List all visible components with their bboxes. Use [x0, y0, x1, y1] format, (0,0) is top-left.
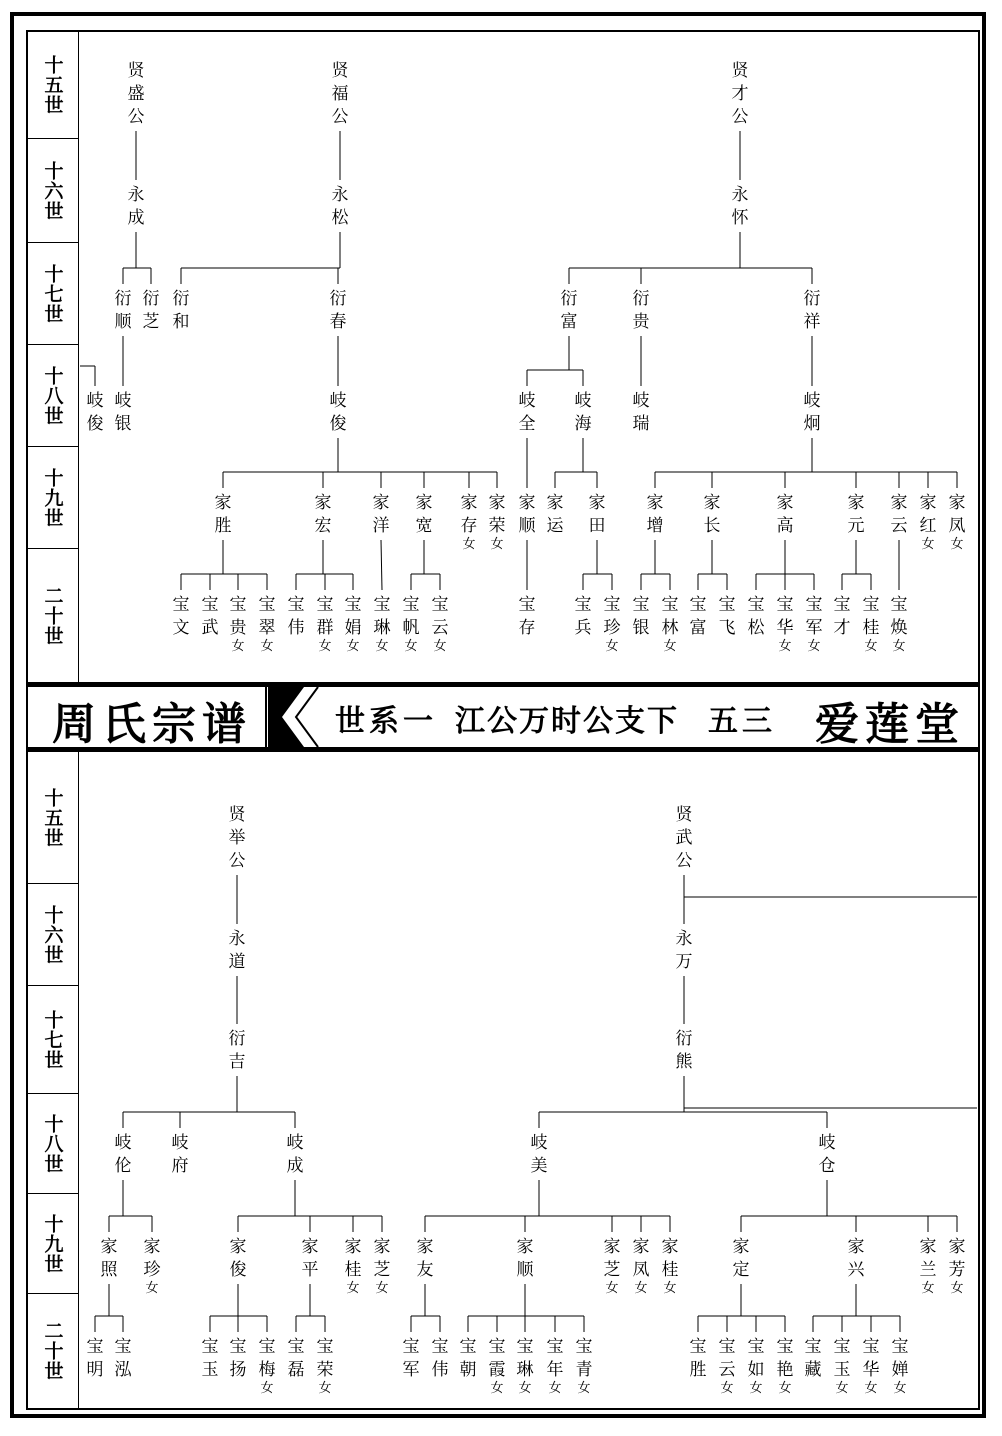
person-t55: [777, 595, 794, 654]
person-b5: [172, 1133, 189, 1176]
person-t14: [373, 493, 390, 536]
person-name: 宝明: [86, 1337, 104, 1380]
person-name: 宝军: [402, 1337, 420, 1380]
person-name: 家运: [546, 493, 564, 536]
person-t7: [332, 61, 350, 127]
person-t2: [128, 185, 145, 228]
female-marker: 女: [318, 1381, 332, 1396]
person-name: 岐银: [114, 391, 132, 434]
person-b11: [345, 1237, 362, 1296]
person-name: 家宽: [415, 493, 433, 536]
person-name: 宝梅: [258, 1337, 276, 1380]
person-b45: [805, 1337, 822, 1380]
female-marker: 女: [749, 1381, 763, 1396]
person-b43: [748, 1337, 765, 1396]
person-t46: [949, 493, 966, 552]
female-marker: 女: [375, 639, 389, 654]
person-name: 家兰: [919, 1237, 937, 1280]
person-name: 宝荣: [316, 1337, 334, 1380]
person-t50: [633, 595, 650, 638]
person-b44: [777, 1337, 794, 1396]
genealogy-title: 周氏宗谱: [52, 699, 252, 750]
person-name: 衍富: [560, 289, 578, 332]
person-t26: [403, 595, 420, 654]
person-name: 家凤: [632, 1237, 650, 1280]
person-t48: [575, 595, 592, 638]
person-b42: [719, 1337, 736, 1396]
person-t37: [519, 493, 537, 536]
female-marker: 女: [318, 639, 332, 654]
person-name: 衍吉: [228, 1029, 246, 1072]
female-marker: 女: [433, 639, 447, 654]
person-name: 家高: [776, 493, 794, 536]
person-t29: [732, 185, 750, 228]
person-t40: [647, 493, 664, 536]
person-t54: [748, 595, 766, 638]
female-marker: 女: [518, 1381, 532, 1396]
person-name: 家珍: [143, 1237, 161, 1280]
person-name: 宝翠: [258, 595, 276, 638]
person-t30: [561, 289, 578, 332]
generation-label: 十七世: [41, 1009, 64, 1070]
person-b28: [633, 1237, 650, 1296]
person-name: 永松: [331, 185, 349, 228]
generation-label: 十九世: [41, 467, 64, 528]
person-b6: [287, 1133, 304, 1176]
person-b3: [229, 1029, 246, 1072]
person-name: 宝胜: [689, 1337, 707, 1380]
person-name: 宝帆: [402, 595, 420, 638]
person-t3: [115, 289, 133, 332]
person-name: 宝军: [805, 595, 823, 638]
female-marker: 女: [950, 1281, 964, 1296]
person-b29: [662, 1237, 679, 1296]
person-t33: [519, 391, 536, 434]
person-t58: [863, 595, 880, 654]
person-b48: [892, 1337, 909, 1396]
person-name: 宝银: [632, 595, 650, 638]
person-t18: [173, 595, 190, 638]
person-name: 宝泓: [114, 1337, 132, 1380]
generation-label: 十六世: [41, 160, 64, 221]
person-t45: [920, 493, 937, 552]
generation-label: 二十世: [41, 585, 64, 646]
person-t12: [215, 493, 232, 536]
female-marker: 女: [807, 639, 821, 654]
person-t41: [704, 493, 721, 536]
person-name: 家存: [460, 493, 478, 536]
person-name: 宝玉: [833, 1337, 851, 1380]
person-t9: [173, 289, 190, 332]
person-b19: [317, 1337, 334, 1396]
person-name: 家红: [919, 493, 937, 536]
female-marker: 女: [921, 537, 935, 552]
person-name: 宝飞: [718, 595, 736, 638]
person-b23: [531, 1133, 548, 1176]
person-name: 宝霞: [488, 1337, 506, 1380]
person-name: 宝云: [718, 1337, 736, 1380]
person-t10: [330, 289, 347, 332]
person-b30: [733, 1237, 750, 1280]
person-name: 家田: [588, 493, 606, 536]
female-marker: 女: [346, 639, 360, 654]
person-b25: [417, 1237, 434, 1280]
person-t49: [604, 595, 621, 654]
person-name: 岐伦: [114, 1133, 132, 1176]
person-name: 家友: [416, 1237, 434, 1280]
page-number: 五三: [708, 704, 776, 739]
person-b36: [460, 1337, 477, 1380]
person-t32: [804, 289, 821, 332]
person-name: 家荣: [488, 493, 506, 536]
person-name: 宝磊: [287, 1337, 305, 1380]
generation-label: 十八世: [41, 365, 64, 426]
person-t1: [128, 61, 146, 127]
person-t28: [732, 61, 750, 127]
female-marker: 女: [605, 1281, 619, 1296]
person-name: 宝群: [316, 595, 334, 638]
person-t24: [345, 595, 362, 654]
person-b37: [489, 1337, 506, 1396]
person-name: 岐俊: [329, 391, 347, 434]
person-name: 宝娟: [344, 595, 362, 638]
person-name: 宝伟: [287, 595, 305, 638]
person-name: 岐仓: [818, 1133, 836, 1176]
hall-name: 爱莲堂: [815, 699, 965, 750]
person-b20: [676, 805, 694, 871]
person-b26: [517, 1237, 535, 1280]
person-name: 宝年: [546, 1337, 564, 1380]
person-name: 贤才公: [731, 61, 749, 127]
person-t39: [589, 493, 606, 536]
person-b16: [230, 1337, 247, 1380]
female-marker: 女: [605, 639, 619, 654]
person-t23: [317, 595, 334, 654]
person-name: 衍和: [172, 289, 190, 332]
female-marker: 女: [490, 537, 504, 552]
person-name: 宝富: [689, 595, 707, 638]
person-t59: [890, 595, 908, 654]
person-name: 衍贵: [632, 289, 650, 332]
person-b12: [374, 1237, 391, 1296]
person-b27: [604, 1237, 621, 1296]
person-name: 宝艳: [776, 1337, 794, 1380]
person-name: 家芝: [603, 1237, 621, 1280]
person-name: 宝朝: [459, 1337, 477, 1380]
person-b18: [288, 1337, 305, 1380]
person-b15: [202, 1337, 219, 1380]
person-name: 岐全: [518, 391, 536, 434]
female-marker: 女: [145, 1281, 159, 1296]
person-name: 贤武公: [675, 805, 693, 871]
person-name: 宝桂: [862, 595, 880, 638]
person-name: 宝林: [661, 595, 679, 638]
female-marker: 女: [835, 1381, 849, 1396]
person-name: 宝珍: [603, 595, 621, 638]
person-name: 宝藏: [804, 1337, 822, 1380]
person-t17: [489, 493, 506, 552]
person-name: 永道: [228, 929, 246, 972]
person-name: 永怀: [731, 185, 749, 228]
person-name: 宝焕: [890, 595, 908, 638]
female-marker: 女: [663, 639, 677, 654]
generation-label: 十六世: [41, 904, 64, 965]
female-marker: 女: [462, 537, 476, 552]
person-t8: [332, 185, 350, 228]
person-name: 宝琳: [516, 1337, 534, 1380]
person-name: 岐瑞: [632, 391, 650, 434]
person-name: 贤盛公: [127, 61, 145, 127]
person-b24: [819, 1133, 836, 1176]
person-t36: [804, 391, 821, 434]
person-name: 宝青: [575, 1337, 593, 1380]
person-t42: [777, 493, 794, 536]
person-name: 家元: [847, 493, 865, 536]
person-name: 岐成: [286, 1133, 304, 1176]
person-name: 家凤: [948, 493, 966, 536]
person-name: 宝华: [776, 595, 794, 638]
person-name: 衍顺: [114, 289, 132, 332]
person-b9: [230, 1237, 247, 1280]
person-b4: [115, 1133, 132, 1176]
female-marker: 女: [231, 639, 245, 654]
female-marker: 女: [404, 639, 418, 654]
branch-label: 江公万时公支下: [455, 704, 679, 739]
person-name: 家桂: [661, 1237, 679, 1280]
person-t19: [202, 595, 219, 638]
person-t35: [633, 391, 650, 434]
person-t47: [519, 595, 536, 638]
female-marker: 女: [375, 1281, 389, 1296]
descent-line: [381, 540, 382, 590]
person-name: 岐府: [171, 1133, 189, 1176]
generation-label: 十八世: [41, 1113, 64, 1174]
female-marker: 女: [864, 1381, 878, 1396]
person-b46: [834, 1337, 851, 1396]
person-b1: [229, 805, 247, 871]
person-name: 家平: [301, 1237, 319, 1280]
generation-label: 十九世: [41, 1213, 64, 1274]
person-b7: [101, 1237, 119, 1280]
person-t34: [575, 391, 592, 434]
person-name: 永万: [675, 929, 693, 972]
person-name: 衍祥: [803, 289, 821, 332]
person-b34: [403, 1337, 420, 1380]
person-name: 宝文: [172, 595, 190, 638]
female-marker: 女: [346, 1281, 360, 1296]
person-b10: [302, 1237, 319, 1280]
person-name: 家芝: [373, 1237, 391, 1280]
person-name: 岐俊: [86, 391, 104, 434]
female-marker: 女: [921, 1281, 935, 1296]
person-name: 永成: [127, 185, 145, 228]
person-b33: [949, 1237, 966, 1296]
person-name: 岐炯: [803, 391, 821, 434]
person-name: 家云: [890, 493, 908, 536]
person-b47: [863, 1337, 880, 1396]
person-t13: [315, 493, 332, 536]
female-marker: 女: [720, 1381, 734, 1396]
person-name: 家洋: [372, 493, 390, 536]
female-marker: 女: [548, 1381, 562, 1396]
person-name: 宝兵: [574, 595, 592, 638]
person-t52: [690, 595, 707, 638]
person-t53: [719, 595, 736, 638]
female-marker: 女: [892, 639, 906, 654]
person-b38: [517, 1337, 534, 1396]
person-name: 贤举公: [228, 805, 246, 871]
person-t43: [848, 493, 865, 536]
person-name: 宝华: [862, 1337, 880, 1380]
person-name: 宝松: [747, 595, 765, 638]
female-marker: 女: [778, 1381, 792, 1396]
person-t16: [461, 493, 478, 552]
person-name: 家增: [646, 493, 664, 536]
person-b39: [547, 1337, 564, 1396]
person-t6: [87, 391, 104, 434]
person-t44: [891, 493, 908, 536]
generation-label: 十七世: [41, 263, 64, 324]
person-name: 宝才: [833, 595, 851, 638]
person-t57: [834, 595, 851, 638]
person-name: 家顺: [518, 493, 536, 536]
person-b41: [690, 1337, 707, 1380]
female-marker: 女: [577, 1381, 591, 1396]
person-t51: [662, 595, 679, 654]
person-t5: [115, 391, 132, 434]
person-name: 衍芝: [142, 289, 160, 332]
person-name: 家芳: [948, 1237, 966, 1280]
female-marker: 女: [663, 1281, 677, 1296]
person-t11: [330, 391, 347, 434]
person-name: 宝云: [431, 595, 449, 638]
person-b2: [229, 929, 246, 972]
female-marker: 女: [864, 639, 878, 654]
person-name: 宝武: [201, 595, 219, 638]
person-b21: [676, 929, 693, 972]
section-label: 世系一: [335, 704, 437, 739]
person-name: 家胜: [214, 493, 232, 536]
person-name: 衍熊: [675, 1029, 693, 1072]
person-b14: [115, 1337, 133, 1380]
female-marker: 女: [893, 1381, 907, 1396]
female-marker: 女: [950, 537, 964, 552]
person-t31: [633, 289, 651, 332]
person-b31: [848, 1237, 866, 1280]
person-name: 家定: [732, 1237, 750, 1280]
person-name: 宝伟: [431, 1337, 449, 1380]
person-name: 岐海: [574, 391, 592, 434]
person-name: 宝婵: [891, 1337, 909, 1380]
person-name: 贤福公: [331, 61, 349, 127]
person-name: 岐美: [530, 1133, 548, 1176]
generation-label: 十五世: [41, 54, 64, 115]
female-marker: 女: [260, 1381, 274, 1396]
person-name: 宝贵: [229, 595, 247, 638]
person-name: 家俊: [229, 1237, 247, 1280]
person-name: 宝玉: [201, 1337, 219, 1380]
person-b8: [144, 1237, 161, 1296]
female-marker: 女: [634, 1281, 648, 1296]
person-name: 宝如: [747, 1337, 765, 1380]
person-b32: [920, 1237, 937, 1296]
person-b35: [432, 1337, 449, 1380]
person-b17: [259, 1337, 276, 1396]
person-name: 家顺: [516, 1237, 534, 1280]
person-t56: [806, 595, 823, 654]
person-name: 家照: [100, 1237, 118, 1280]
generation-label: 十五世: [41, 787, 64, 848]
person-name: 家兴: [847, 1237, 865, 1280]
person-t20: [230, 595, 248, 654]
person-t21: [259, 595, 276, 654]
person-t38: [547, 493, 565, 536]
female-marker: 女: [778, 639, 792, 654]
person-name: 家宏: [314, 493, 332, 536]
female-marker: 女: [260, 639, 274, 654]
person-name: 衍春: [329, 289, 347, 332]
person-name: 家桂: [344, 1237, 362, 1280]
person-name: 宝琳: [373, 595, 391, 638]
person-name: 家长: [703, 493, 721, 536]
person-b40: [576, 1337, 593, 1396]
person-t4: [143, 289, 160, 332]
person-name: 宝存: [518, 595, 536, 638]
person-t22: [288, 595, 305, 638]
person-t15: [416, 493, 433, 536]
person-b22: [676, 1029, 694, 1072]
person-name: 宝扬: [229, 1337, 247, 1380]
generation-label: 二十世: [41, 1321, 64, 1381]
female-marker: 女: [490, 1381, 504, 1396]
person-b13: [87, 1337, 104, 1380]
person-t25: [374, 595, 391, 654]
person-t27: [432, 595, 449, 654]
